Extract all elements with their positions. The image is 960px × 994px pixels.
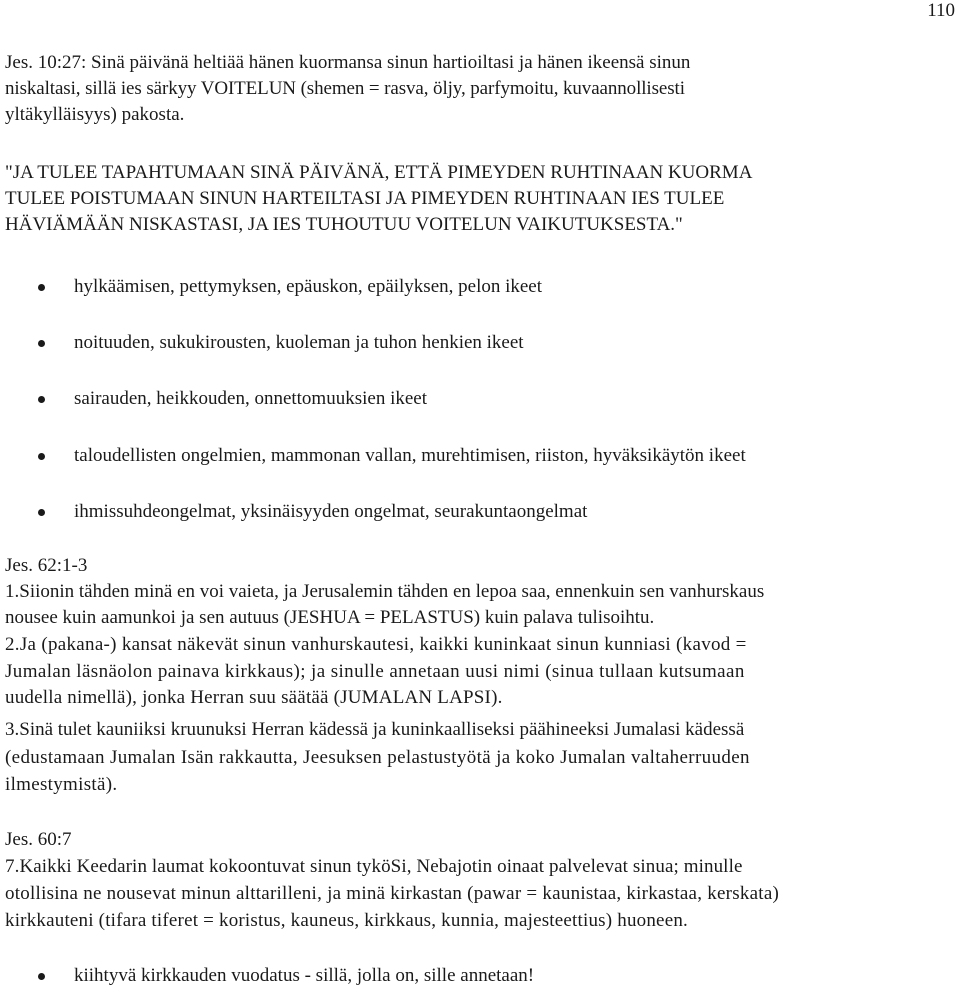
list-item-text: hylkäämisen, pettymyksen, epäuskon, epäilyksen, pelon ikeet [74, 276, 543, 297]
text-line: 7.Kaikki Keedarin laumat kokoontuvat sinun tyköSi, Nebajotin oinaat palvelevat sinua; minulle [5, 856, 743, 877]
bullet-icon [38, 396, 45, 403]
text-line: Jes. 10:27: Sinä päivänä heltiää hänen kuormansa sinun hartioiltasi ja hänen ikeensä sinun [5, 52, 691, 73]
text-line: ilmestymistä). [5, 774, 118, 795]
bullet-icon [38, 340, 45, 347]
text-line: niskaltasi, sillä ies särkyy VOITELUN (shemen = rasva, öljy, parfymoitu, kuvaannollisesti [5, 78, 685, 99]
scripture-reference: Jes. 62:1-3 [5, 555, 88, 576]
bullet-icon [38, 453, 45, 460]
list-item-text: ihmissuhdeongelmat, yksinäisyyden ongelmat, seurakuntaongelmat [74, 501, 588, 522]
text-line: 3.Sinä tulet kauniiksi kruunuksi Herran kädessä ja kuninkaalliseksi päähineeksi Jumalasi kädessä [5, 719, 745, 740]
quote-line: TULEE POISTUMAAN SINUN HARTEILTASI JA PIMEYDEN RUHTINAAN IES TULEE [5, 188, 725, 209]
text-line: kirkkauteni (tifara tiferet = koristus, kauneus, kirkkaus, kunnia, majesteettius) huoneen. [5, 910, 688, 931]
quote-line: "JA TULEE TAPAHTUMAAN SINÄ PÄIVÄNÄ, ETTÄ PIMEYDEN RUHTINAAN KUORMA [5, 162, 753, 183]
bullet-icon [38, 509, 45, 516]
text-line: otollisina ne nousevat minun alttarilleni, ja minä kirkastan (pawar = kaunistaa, kirkastaa, kerskata) [5, 883, 780, 904]
scripture-reference: Jes. 60:7 [5, 829, 72, 850]
quote-line: HÄVIÄMÄÄN NISKASTASI, JA IES TUHOUTUU VOITELUN VAIKUTUKSESTA." [5, 214, 683, 235]
list-item-text: kiihtyvä kirkkauden vuodatus - sillä, jolla on, sille annetaan! [74, 965, 535, 986]
list-item-text: noituuden, sukukirousten, kuoleman ja tuhon henkien ikeet [74, 332, 524, 353]
list-item-text: taloudellisten ongelmien, mammonan vallan, murehtimisen, riiston, hyväksikäytön ikeet [74, 445, 746, 466]
text-line: (edustamaan Jumalan Isän rakkautta, Jeesuksen pelastustyötä ja koko Jumalan valtaherruuden [5, 747, 750, 768]
text-line: 1.Siionin tähden minä en voi vaieta, ja Jerusalemin tähden en lepoa saa, ennenkuin sen vanhurskaus [5, 581, 765, 602]
text-line: Jumalan läsnäolon painava kirkkaus); ja sinulle annetaan uusi nimi (sinua tullaan kutsumaan [5, 661, 745, 682]
text-line: nousee kuin aamunkoi ja sen autuus (JESHUA = PELASTUS) kuin palava tulisoihtu. [5, 607, 655, 628]
list-item-text: sairauden, heikkouden, onnettomuuksien ikeet [74, 388, 427, 409]
bullet-icon [38, 973, 45, 980]
page-number: 110 [927, 0, 955, 21]
text-line: 2.Ja (pakana-) kansat näkevät sinun vanhurskautesi, kaikki kuninkaat sinun kunniasi (kavod = [5, 634, 747, 655]
bullet-icon [38, 284, 45, 291]
text-line: yltäkylläisyys) pakosta. [5, 104, 185, 125]
text-line: uudella nimellä), jonka Herran suu säätää (JUMALAN LAPSI). [5, 687, 503, 708]
